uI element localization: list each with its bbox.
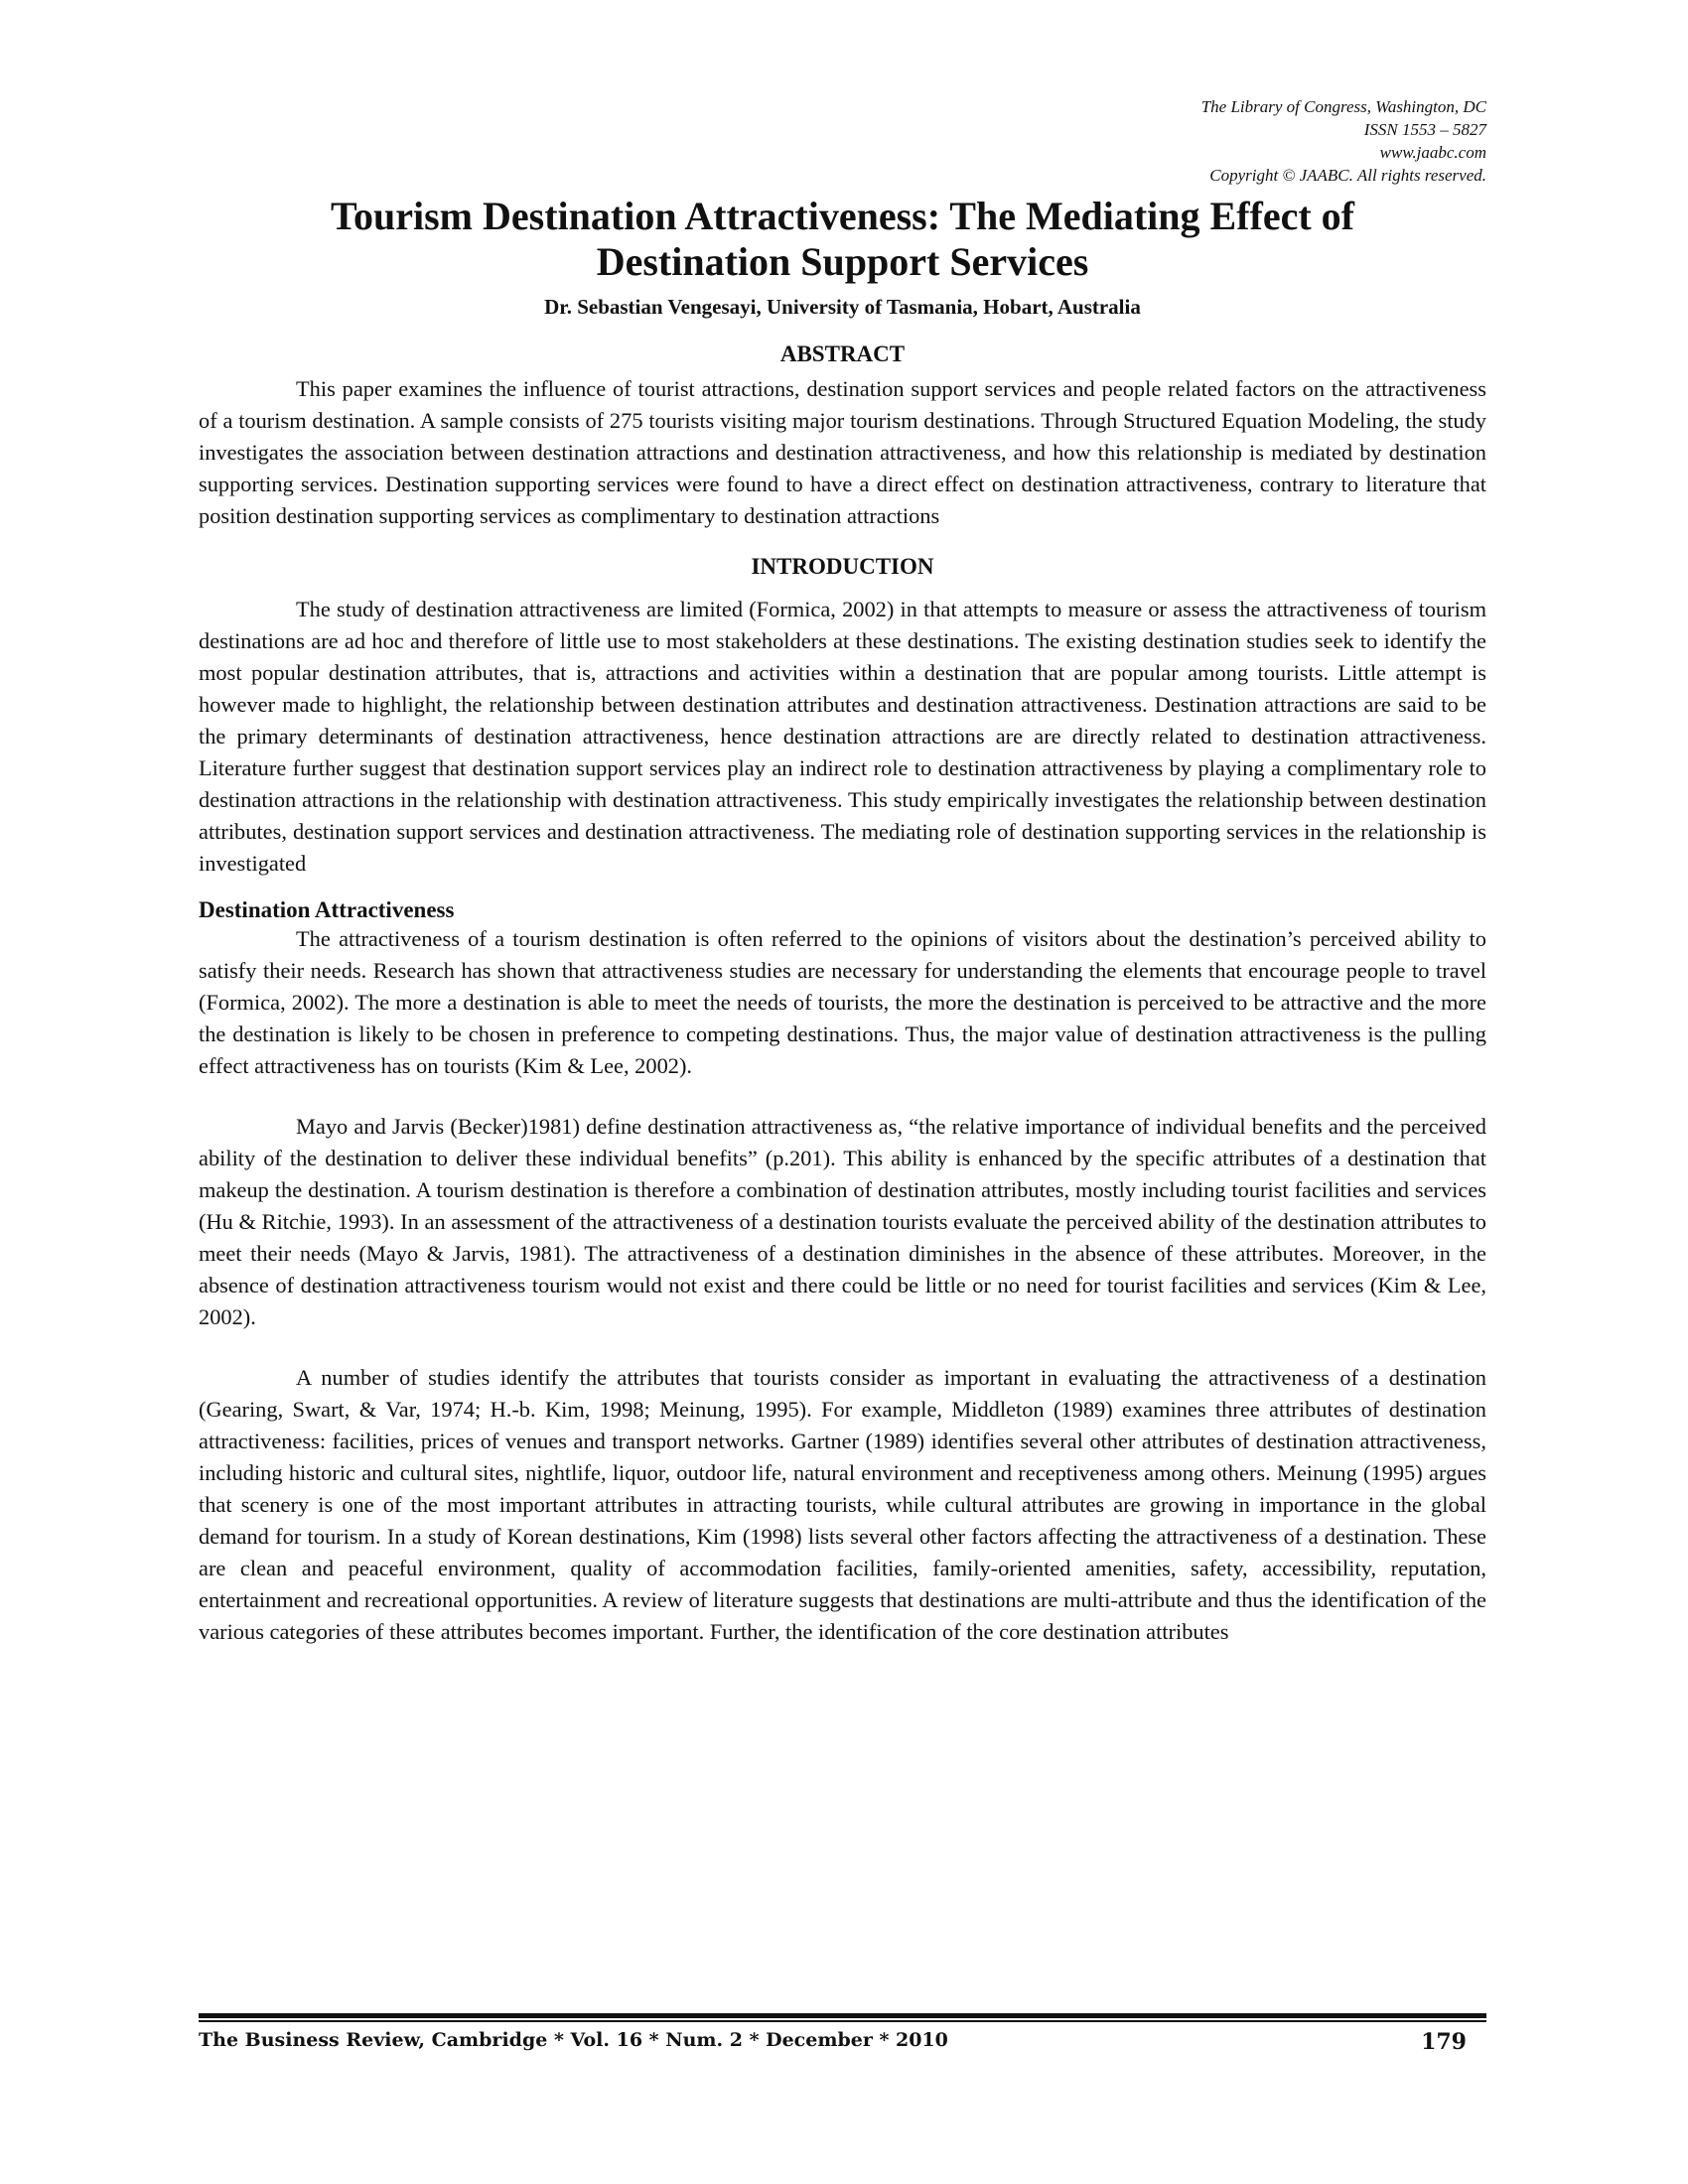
introduction-text: The study of destination attractiveness are limited (Formica, 2002) in that attempts to measure or assess the attractiveness of tourism destinations are ad hoc and therefore of little use to most stakeholders at these destinations. The existing destination studies seek to identify the most popular destination attributes, that is, attractions and activities within a destination that are popular among tourists. Little attempt is however made to highlight, the relationship between destination attributes and destination attractiveness. Destination attractions are said to be the primary determinants of destination attractiveness, hence destination attractions are are directly related to destination attractiveness. Literature further suggest that destination support services play an indirect role to destination attractiveness by playing a complimentary role to destination attractions in the relationship with destination attractiveness. This study empirically investigates the relationship between destination attributes, destination support services and destination attractiveness. The mediating role of destination supporting services in the relationship is investigated bbox=[199, 597, 1486, 876]
body-paragraph-2: Mayo and Jarvis (Becker)1981) define destination attractiveness as, “the relative importance of individual benefits and the perceived ability of the destination to deliver these individual benefits” (p.201). This ability is enhanced by the specific attributes of a destination that makeup the destination. A tourism destination is therefore a combination of destination attributes, mostly including tourist facilities and services (Hu & Ritchie, 1993). In an assessment of the attractiveness of a destination tourists evaluate the perceived ability of the destination attributes to meet their needs (Mayo & Jarvis, 1981). The attractiveness of a destination diminishes in the absence of these attributes. Moreover, in the absence of destination attractiveness tourism would not exist and there could be little or no need for tourist facilities and services (Kim & Lee, 2002). bbox=[199, 1114, 1486, 1329]
paper-title bbox=[199, 194, 1486, 285]
header-library: The Library of Congress, Washington, DC bbox=[1200, 97, 1486, 116]
body-paragraph-1: The attractiveness of a tourism destination is often referred to the opinions of visitors about the destination’s perceived ability to satisfy their needs. Research has shown that attractiveness studies are necessary for understanding the elements that encourage people to travel (Formica, 2002). The more a destination is able to meet the needs of tourists, the more the destination is perceived to be attractive and the more the destination is likely to be chosen in preference to competing destinations. Thus, the major value of destination attractiveness is the pulling effect attractiveness has on tourists (Kim & Lee, 2002). bbox=[199, 926, 1486, 1078]
page-number: 179 bbox=[1421, 2029, 1467, 2055]
header-issn: ISSN 1553 – 5827 bbox=[1363, 120, 1486, 139]
paper-page bbox=[199, 95, 1486, 1648]
page-footer bbox=[199, 2029, 1486, 2059]
introduction-heading: INTRODUCTION bbox=[751, 554, 934, 579]
footer-journal: The Business Review, Cambridge * Vol. 16 * Num. 2 * December * 2010 bbox=[199, 2029, 948, 2051]
author-line: Dr. Sebastian Vengesayi, University of Tasmania, Hobart, Australia bbox=[544, 295, 1141, 319]
header-copyright: Copyright © JAABC. All rights reserved. bbox=[1209, 166, 1486, 185]
footer-rule-thin bbox=[199, 2020, 1486, 2022]
body-paragraph-3: A number of studies identify the attributes that tourists consider as important in evaluating the attractiveness of a destination (Gearing, Swart, & Var, 1974; H.-b. Kim, 1998; Meinung, 1995). For example, Middleton (1989) examines three attributes of destination attractiveness: facilities, prices of venues and transport networks. Gartner (1989) identifies several other attributes of destination attractiveness, including historic and cultural sites, nightlife, liquor, outdoor life, natural environment and receptiveness among others. Meinung (1995) argues that scenery is one of the most important attributes in attracting tourists, while cultural attributes are growing in importance in the global demand for tourism. In a study of Korean destinations, Kim (1998) lists several other factors affecting the attractiveness of a destination. These are clean and peaceful environment, quality of accommodation facilities, family-oriented amenities, safety, accessibility, reputation, entertainment and recreational opportunities. A review of literature suggests that destinations are multi-attribute and thus the identification of the various categories of these attributes becomes important. Further, the identification of the core destination attributes bbox=[199, 1365, 1486, 1644]
abstract-text: This paper examines the influence of tourist attractions, destination support services and people related factors on the attractiveness of a tourism destination. A sample consists of 275 tourists visiting major tourism destinations. Through Structured Equation Modeling, the study investigates the association between destination attractions and destination attractiveness, and how this relationship is mediated by destination supporting services. Destination supporting services were found to have a direct effect on destination attractiveness, contrary to literature that position destination supporting services as complimentary to destination attractions bbox=[199, 376, 1486, 528]
journal-header bbox=[199, 95, 1486, 187]
title-line-2: Destination Support Services bbox=[596, 239, 1089, 284]
footer-rule-thick bbox=[199, 2013, 1486, 2018]
header-website: www.jaabc.com bbox=[1379, 143, 1486, 162]
destination-attractiveness-heading: Destination Attractiveness bbox=[199, 897, 455, 922]
title-line-1: Tourism Destination Attractiveness: The Mediating Effect of bbox=[330, 194, 1354, 238]
abstract-heading: ABSTRACT bbox=[779, 341, 906, 366]
